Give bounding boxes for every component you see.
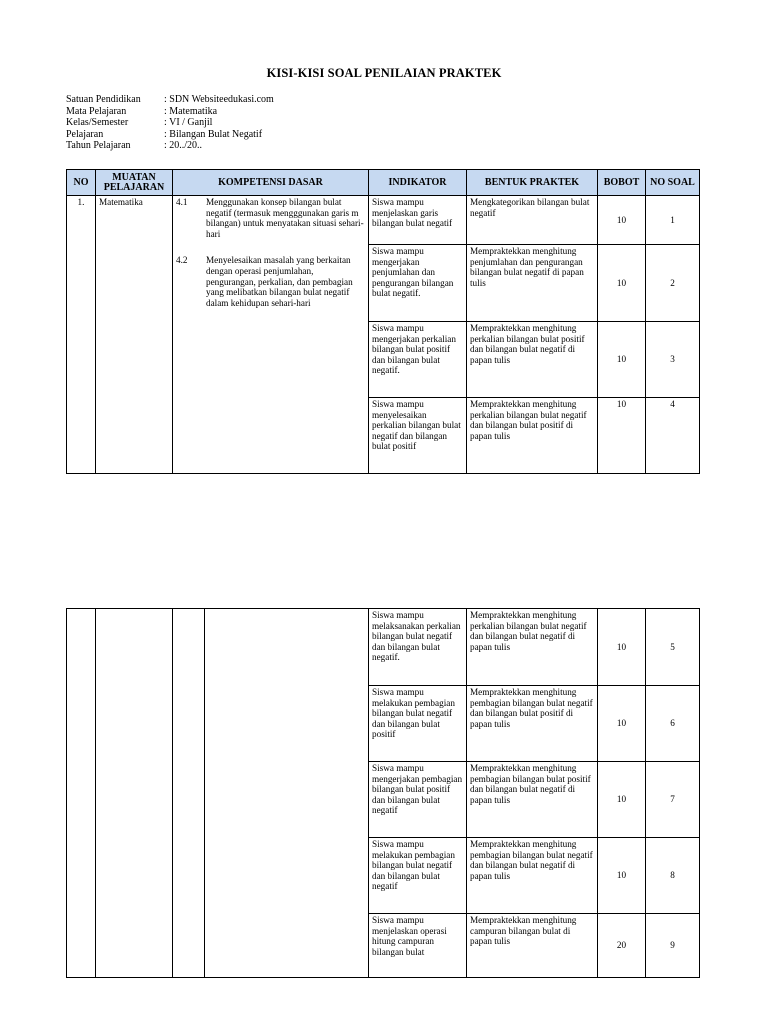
meta-value: : SDN Websiteedukasi.com [164,94,274,105]
cell-muatan [96,609,173,978]
cell-no-soal: 8 [646,838,700,914]
document-meta [66,94,274,152]
meta-label: Mata Pelajaran [66,105,127,117]
cell-bobot: 10 [598,196,646,245]
kd-number: 4.2 [176,255,188,266]
cell-no-soal: 4 [646,398,700,474]
cell-no [67,609,96,978]
meta-value: : VI / Ganjil [164,117,213,128]
cell-bentuk: Mempraktekkan menghitung perkalian bilangan bulat positif dan bilangan bulat negatif di papan tulis [467,322,598,398]
header-no-soal: NO SOAL [646,170,700,196]
kisi-table-page-2 [66,608,700,978]
cell-indikator: Siswa mampu mengerjakan perkalian bilangan bulat positif dan bilangan bulat negatif. [369,322,467,398]
cell-bobot: 10 [598,838,646,914]
cell-no-soal: 5 [646,609,700,686]
header-indikator: INDIKATOR [369,170,467,196]
kd-text: Menggunakan konsep bilangan bulat negatif (termasuk mengggunakan garis m bilangan) untuk menyatakan situasi sehari-hari [206,197,364,239]
meta-row [66,94,274,106]
cell-bobot: 10 [598,322,646,398]
cell-indikator: Siswa mampu melakukan pembagian bilangan bulat negatif dan bilangan bulat positif [369,686,467,762]
table-header-row [67,170,700,196]
kd-number: 4.1 [176,197,188,207]
cell-no-soal: 1 [646,196,700,245]
cell-indikator: Siswa mampu melaksanakan perkalian bilangan bulat negatif dan bilangan bulat negatif. [369,609,467,686]
cell-indikator: Siswa mampu menjelaskan operasi hitung campuran bilangan bulat [369,914,467,978]
cell-bobot: 10 [598,762,646,838]
document-title: KISI-KISI SOAL PENILAIAN PRAKTEK [266,66,502,80]
cell-muatan: Matematika [96,196,173,474]
header-no: NO [67,170,96,196]
kd-item [176,255,365,308]
meta-row [66,117,274,129]
cell-bentuk: Mempraktekkan menghitung pembagian bilangan bulat positif dan bilangan bulat negatif di papan tulis [467,762,598,838]
cell-bentuk: Mempraktekkan menghitung campuran bilangan bulat di papan tulis [467,914,598,978]
meta-value: : 20../20.. [164,140,203,151]
cell-bentuk: Mempraktekkan menghitung perkalian bilangan bulat negatif dan bilangan bulat positif di papan tulis [467,398,598,474]
cell-kompetensi [205,609,369,978]
cell-bentuk: Mempraktekkan menghitung penjumlahan dan pengurangan bilangan bulat negatif di papan tulis [467,245,598,322]
header-bobot: BOBOT [598,170,646,196]
cell-no: 1. [67,196,96,474]
meta-label: Tahun Pelajaran [66,140,131,151]
meta-row [66,140,274,152]
cell-no-soal: 9 [646,914,700,978]
cell-indikator: Siswa mampu melakukan pembagian bilangan bulat negatif dan bilangan bulat negatif [369,838,467,914]
cell-no-soal: 2 [646,245,700,322]
header-muatan: MUATAN PELAJARAN [96,170,173,196]
kisi-table-page-1 [66,169,700,474]
meta-label: Satuan Pendidikan [66,94,141,105]
cell-bentuk: Mempraktekkan menghitung pembagian bilangan bulat negatif dan bilangan bulat negatif di papan tulis [467,838,598,914]
cell-kd-number [173,609,205,978]
cell-bobot: 10 [598,398,646,474]
cell-kompetensi [173,196,369,474]
meta-row [66,129,274,141]
cell-indikator: Siswa mampu menyelesaikan perkalian bilangan bulat negatif dan bilangan bulat positif [369,398,467,474]
cell-indikator: Siswa mampu menjelaskan garis bilangan bulat negatif [369,196,467,245]
header-kompetensi: KOMPETENSI DASAR [173,170,369,196]
cell-indikator: Siswa mampu mengerjakan penjumlahan dan pengurangan bilangan bulat negatif. [369,245,467,322]
cell-bobot: 10 [598,609,646,686]
cell-bentuk: Mempraktekkan menghitung perkalian bilangan bulat negatif dan bilangan bulat negatif di papan tulis [467,609,598,686]
meta-row [66,106,274,118]
cell-bentuk: Mempraktekkan menghitung pembagian bilangan bulat negatif dan bilangan bulat positif di papan tulis [467,686,598,762]
cell-no-soal: 7 [646,762,700,838]
kd-item [176,197,365,239]
cell-no-soal: 6 [646,686,700,762]
cell-indikator: Siswa mampu mengerjakan pembagian bilangan bulat positif dan bilangan bulat negatif [369,762,467,838]
cell-bobot: 10 [598,245,646,322]
kd-text: Menyelesaikan masalah yang berkaitan dengan operasi penjumlahan, pengurangan, perkalian, dan pembagian yang melibatkan bilangan bulat negatif dalam kehidupan sehari-hari [206,255,353,308]
meta-value: : Bilangan Bulat Negatif [164,128,263,140]
table-row [67,609,700,686]
cell-no-soal: 3 [646,322,700,398]
cell-bentuk: Mengkategorikan bilangan bulat negatif [467,196,598,245]
meta-value: : Matematika [164,105,218,117]
meta-label: Kelas/Semester [66,117,129,128]
meta-label: Pelajaran [66,128,104,140]
table-row [67,196,700,245]
header-bentuk: BENTUK PRAKTEK [467,170,598,196]
cell-bobot: 10 [598,686,646,762]
cell-bobot: 20 [598,914,646,978]
